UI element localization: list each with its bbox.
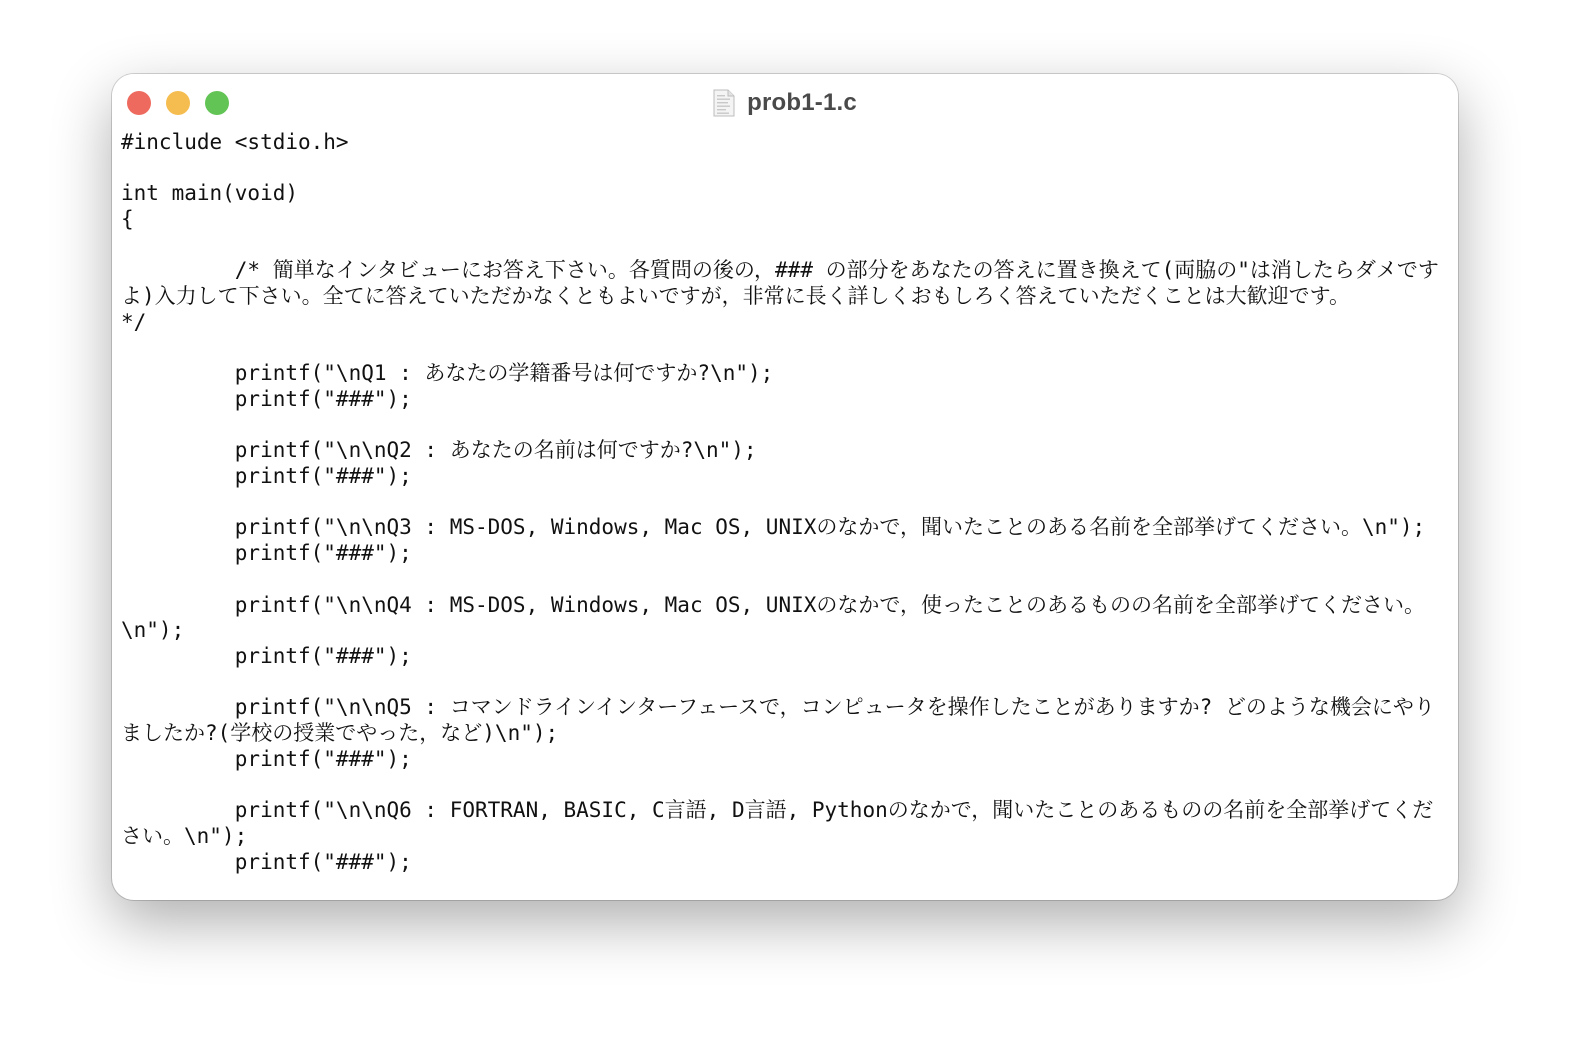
code-line xyxy=(121,567,1441,593)
title-bar[interactable] xyxy=(112,74,1458,130)
code-line xyxy=(121,413,1441,439)
window-title xyxy=(112,88,1458,118)
code-line: printf("###"); xyxy=(121,643,412,668)
code-line: int main(void) xyxy=(121,181,299,206)
code-line: printf("\n\nQ2 : あなたの名前は何ですか?\n"); xyxy=(121,438,757,463)
code-line: printf("###"); xyxy=(121,849,412,874)
code-line: { xyxy=(121,207,134,232)
code-line: */ xyxy=(121,309,147,334)
text-editor-window xyxy=(112,74,1458,900)
c-source-document-icon xyxy=(713,89,735,117)
code-line xyxy=(121,772,1441,798)
code-line: printf("\n\nQ3 : MS-DOS, Windows, Mac OS, UNIXのなかで，聞いたことのある名前を全部挙げてください。\n"); xyxy=(121,515,1426,540)
window-title-text: prob1-1.c xyxy=(747,89,857,116)
code-line: printf("\nQ1 : あなたの学籍番号は何ですか?\n"); xyxy=(121,361,774,386)
code-line: printf("###"); xyxy=(121,541,412,566)
code-line xyxy=(121,233,1441,259)
code-line xyxy=(121,336,1441,362)
code-line: printf("\n\nQ4 : MS-DOS, Windows, Mac OS, UNIXのなかで，使ったことのあるものの名前を全部挙げてください。\n"); xyxy=(121,592,1425,643)
code-line: printf("\n\nQ6 : FORTRAN, BASIC, C言語, D言語, Pythonのなかで，聞いたことのあるものの名前を全部挙げてください。\n"); xyxy=(121,798,1434,848)
code-line: printf("###"); xyxy=(121,386,412,411)
code-line: /* 簡単なインタビューにお答え下さい。各質問の後の，### の部分をあなたの答えに置き換えて(両脇の"は消したらダメですよ)入力して下さい。全てに答えていただかなくともよいですが，非常に長く詳しくおもしろく答えていただくことは大歓迎です。 xyxy=(121,258,1439,309)
code-line: printf("###"); xyxy=(121,464,412,489)
code-line xyxy=(121,490,1441,516)
code-line: printf("###"); xyxy=(121,746,412,771)
code-editor[interactable] xyxy=(121,130,1441,898)
code-line xyxy=(121,156,1441,182)
code-line xyxy=(121,670,1441,696)
code-line: printf("\n\nQ5 : コマンドラインインターフェースで，コンピュータを操作したことがありますか? どのような機会にやりましたか?(学校の授業でやった，など)\n"); xyxy=(121,695,1435,746)
source-code[interactable] xyxy=(121,130,1441,875)
code-line: #include <stdio.h> xyxy=(121,130,349,154)
